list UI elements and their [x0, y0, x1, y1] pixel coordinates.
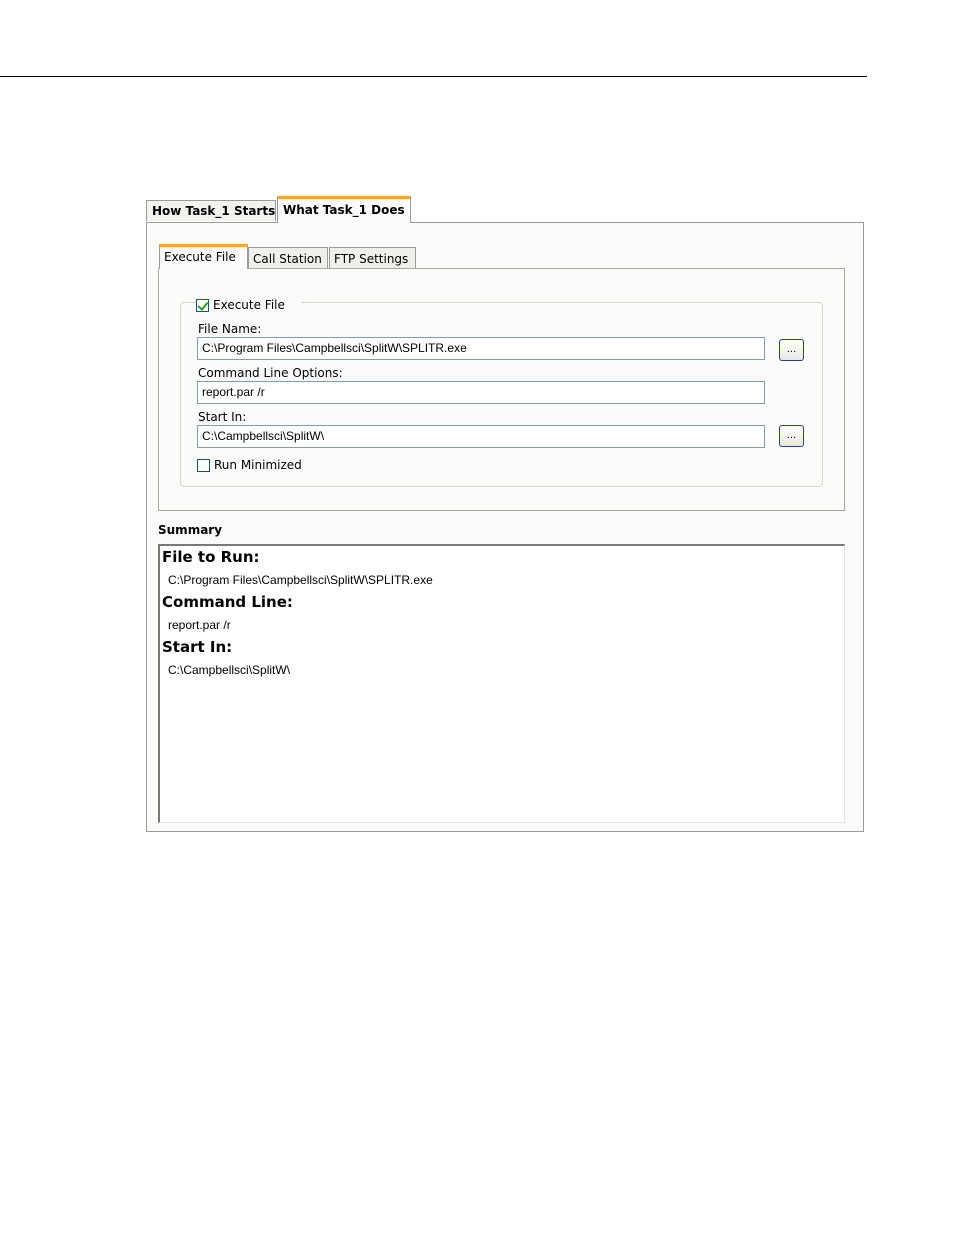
- tab-execute-file[interactable]: Execute File: [159, 244, 248, 269]
- tab-how-task-starts[interactable]: How Task_1 Starts: [146, 200, 276, 221]
- run-minimized-row[interactable]: [197, 458, 302, 472]
- command-line-options-label: Command Line Options:: [198, 366, 343, 380]
- summary-label: Summary: [158, 523, 223, 537]
- summary-start-in-heading: Start In:: [162, 638, 233, 656]
- tab-call-station[interactable]: Call Station: [248, 247, 328, 269]
- summary-box: [158, 544, 845, 823]
- file-name-browse-button[interactable]: ...: [779, 339, 804, 361]
- command-line-options-input[interactable]: report.par /r: [197, 381, 765, 404]
- execute-file-checkbox-row[interactable]: [196, 296, 301, 314]
- checkmark-icon: [197, 299, 208, 311]
- summary-command-line-value: report.par /r: [168, 618, 231, 632]
- summary-file-to-run-heading: File to Run:: [162, 548, 260, 566]
- start-in-browse-button[interactable]: ...: [779, 425, 804, 447]
- tab-ftp-settings[interactable]: FTP Settings: [329, 247, 416, 269]
- execute-file-checkbox[interactable]: [196, 299, 209, 312]
- summary-command-line-heading: Command Line:: [162, 593, 293, 611]
- start-in-input[interactable]: C:\Campbellsci\SplitW\: [197, 425, 765, 448]
- summary-file-to-run-value: C:\Program Files\Campbellsci\SplitW\SPLITR.exe: [168, 573, 433, 587]
- file-name-input[interactable]: C:\Program Files\Campbellsci\SplitW\SPLITR.exe: [197, 337, 765, 360]
- start-in-label: Start In:: [198, 410, 247, 424]
- run-minimized-checkbox[interactable]: [197, 459, 210, 472]
- run-minimized-label: Run Minimized: [214, 458, 302, 472]
- summary-start-in-value: C:\Campbellsci\SplitW\: [168, 663, 291, 677]
- tab-what-task-does[interactable]: What Task_1 Does: [277, 196, 411, 223]
- file-name-label: File Name:: [198, 322, 262, 336]
- page-top-rule: [0, 76, 867, 77]
- execute-file-checkbox-label: Execute File: [213, 298, 285, 312]
